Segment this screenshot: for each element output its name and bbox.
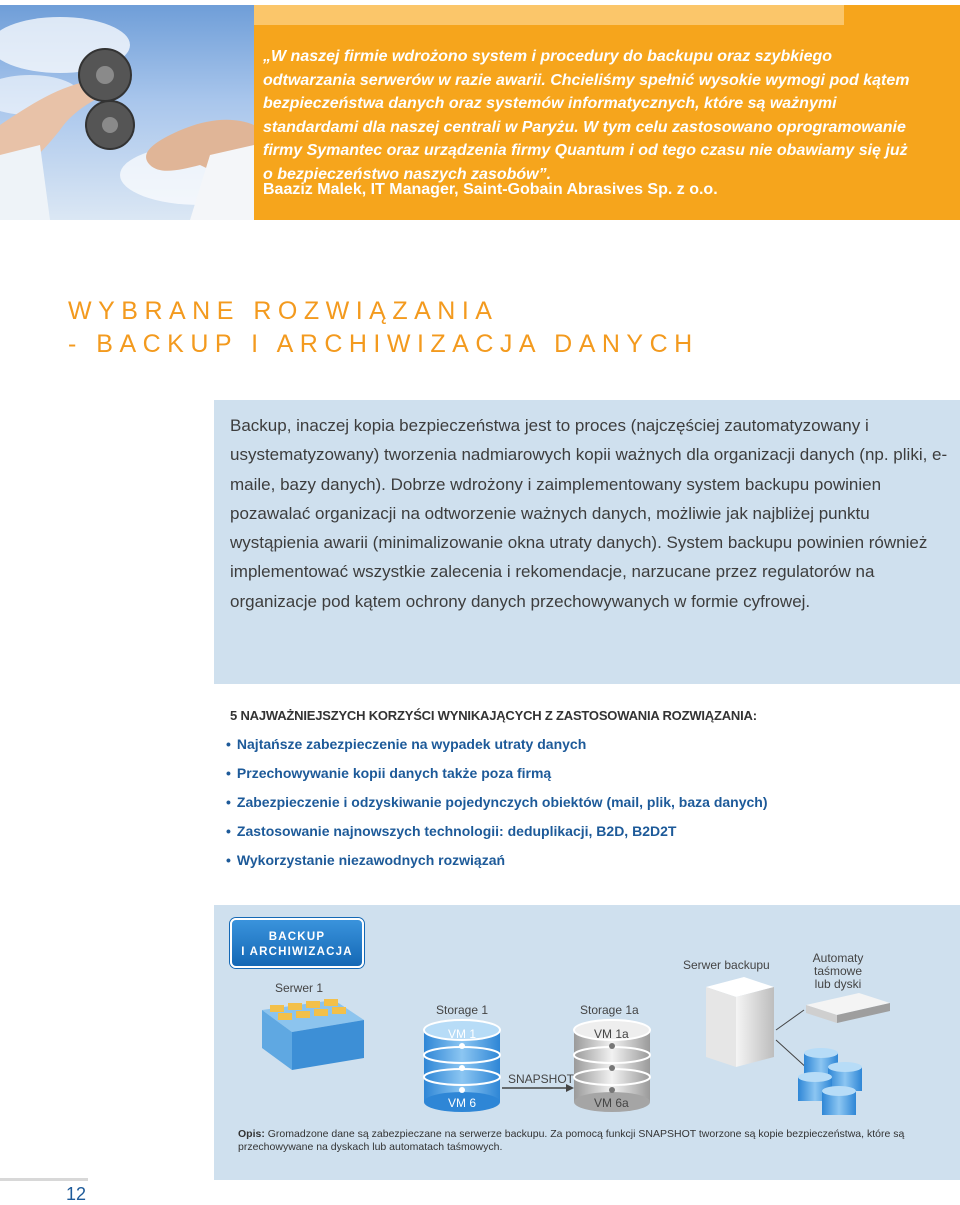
page-number: 12 xyxy=(66,1184,87,1204)
server1-label: Serwer 1 xyxy=(275,981,324,995)
disk-cluster-icon xyxy=(798,1048,862,1115)
vm1-label: VM 1 xyxy=(448,1027,477,1041)
snapshot-label: SNAPSHOT xyxy=(508,1072,575,1086)
backup-server-icon xyxy=(706,977,774,1067)
benefit-text: Przechowywanie kopii danych także poza firmą xyxy=(236,765,552,781)
page-number-rule xyxy=(0,1178,88,1181)
vm6-label: VM 6 xyxy=(448,1096,477,1110)
benefit-item xyxy=(226,849,768,878)
tape-library-icon xyxy=(806,993,890,1023)
benefit-item xyxy=(226,791,768,820)
bullet-icon: • xyxy=(226,823,231,839)
quote-top-strip xyxy=(254,5,844,25)
benefit-text: Wykorzystanie niezawodnych rozwiązań xyxy=(236,852,506,868)
hands-gears-photo xyxy=(0,5,254,220)
caption-text: Gromadzone dane są zabezpieczane na serwerze backupu. Za pomocą funkcji SNAPSHOT tworzone są kopie bezpieczeństwa, które są przechowywane na dyskach lub automatach taśmowych. xyxy=(238,1128,905,1153)
info-paragraph: Backup, inaczej kopia bezpieczeństwa jest to proces (najczęściej zautomatyzowany i usystematyzowany) tworzenia nadmiarowych kopii ważnych dla organizacji danych (np. pliki, e-maile, bazy danych). Dobrze wdrożony i zaimplementowany system backupu powinien pozawalać organizacji na odtworzenie ważnych danych, możliwie jak najbliżej punktu wystąpienia awarii (minimalizowanie okna utraty danych). System backupu powinien również implementować wszystkie zalecenia i rekomendacje, narzucane przez regulatorów na organizacje pod kątem ochrony danych przechowywanych w formie cyfrowej. xyxy=(230,416,948,611)
tape-label-line1: Automaty xyxy=(812,951,864,965)
tape-label-line2: taśmowe xyxy=(813,964,863,978)
bullet-icon: • xyxy=(226,852,231,868)
badge-line1: BACKUP xyxy=(268,931,326,943)
bullet-icon: • xyxy=(226,794,231,810)
badge-line2: I ARCHIWIZACJA xyxy=(241,946,353,958)
benefit-item xyxy=(226,820,768,849)
benefit-item xyxy=(226,733,768,762)
vm1a-label: VM 1a xyxy=(594,1027,629,1041)
bullet-icon: • xyxy=(226,765,231,781)
section-heading-line1: WYBRANE ROZWIĄZANIA xyxy=(68,297,499,325)
bullet-icon: • xyxy=(226,736,231,752)
backup-archiving-badge xyxy=(230,918,364,968)
storage1a-label: Storage 1a xyxy=(580,1003,639,1017)
tape-library-label xyxy=(808,952,868,991)
server1-icon xyxy=(262,999,364,1070)
backup-server-label: Serwer backupu xyxy=(683,958,770,972)
benefits-title: 5 NAJWAŻNIEJSZYCH KORZYŚCI WYNIKAJĄCYCH Z ZASTOSOWANIA ROZWIĄZANIA: xyxy=(230,708,757,723)
section-heading-line2: - BACKUP I ARCHIWIZACJA DANYCH xyxy=(68,330,699,358)
benefit-text: Zastosowanie najnowszych technologii: deduplikacji, B2D, B2D2T xyxy=(236,823,677,839)
benefits-list xyxy=(226,733,768,878)
tape-label-line3: lub dyski xyxy=(814,977,862,991)
storage1-label: Storage 1 xyxy=(436,1003,489,1017)
diagram-caption xyxy=(238,1128,938,1154)
testimonial-author: Baaziz Malek, IT Manager, Saint-Gobain Abrasives Sp. z o.o. xyxy=(263,181,718,198)
vm6a-label: VM 6a xyxy=(594,1096,629,1110)
gears-illustration xyxy=(0,5,254,220)
caption-label: Opis: xyxy=(238,1128,265,1140)
benefit-text: Zabezpieczenie i odzyskiwanie pojedynczych obiektów (mail, plik, baza danych) xyxy=(236,794,768,810)
benefit-text: Najtańsze zabezpieczenie na wypadek utraty danych xyxy=(236,736,587,752)
benefit-item xyxy=(226,762,768,791)
testimonial-quote: „W naszej firmie wdrożono system i procedury do backupu oraz szybkiego odtwarzania serwerów w razie awarii. Chcieliśmy spełnić wysokie wymogi pod kątem bezpieczeństwa danych oraz systemów informatycznych, które są ważnymi standardami dla naszej centrali w Paryżu. W tym celu zastosowano oprogramowanie firmy Symantec oraz urządzenia firmy Quantum i od tego czasu nie obawiamy się już o bezpieczeństwo naszych zasobów”. xyxy=(263,48,910,183)
